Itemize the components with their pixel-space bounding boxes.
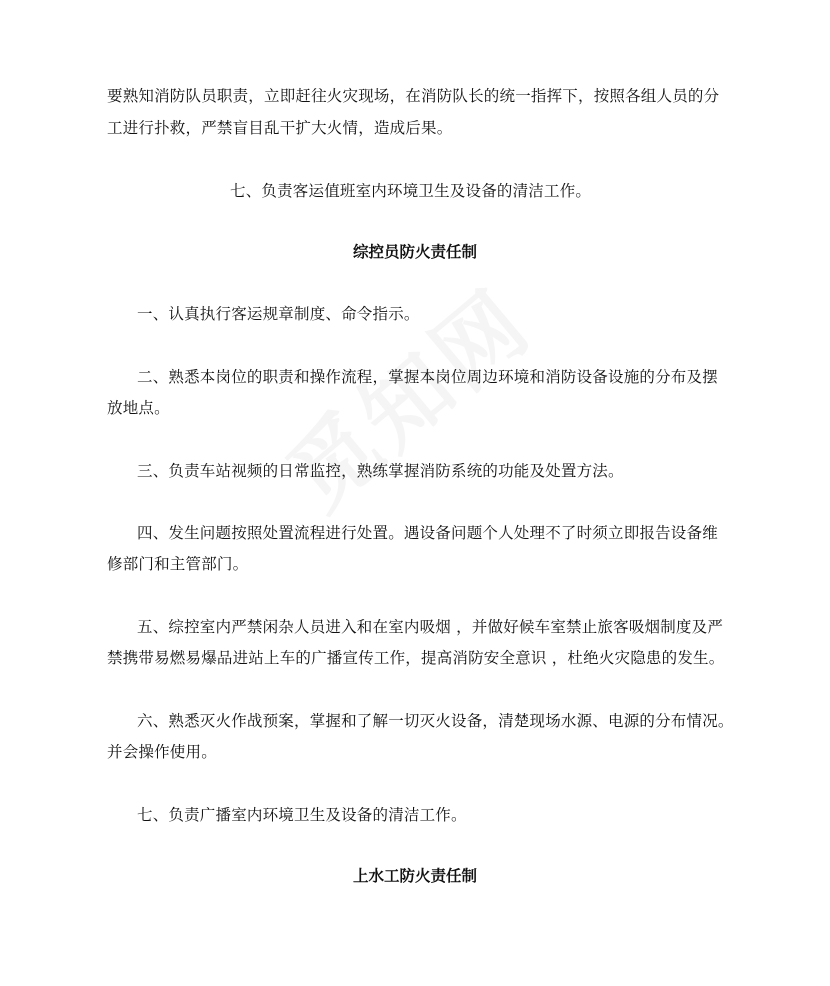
list-item: 一、认真执行客运规章制度、命令指示。 <box>137 305 420 323</box>
list-item: 四、发生问题按照处置流程进行处置。遇设备问题个人处理不了时须立即报告设备维 <box>137 524 718 542</box>
list-item: 五、综控室内严禁闲杂人员进入和在室内吸烟 ，并做好候车室禁止旅客吸烟制度及严 <box>137 618 724 636</box>
section-title: 上水工防火责任制 <box>352 867 477 885</box>
list-item-continuation: 禁携带易燃易爆品进站上车的广播宣传工作，提高消防安全意识 ，杜绝火灾隐患的发生。 <box>107 649 725 667</box>
watermark <box>242 244 577 557</box>
paragraph-line: 要熟知消防队员职责，立即赶往火灾现场，在消防队长的统一指挥下，按照各组人员的分 <box>107 87 720 105</box>
list-item-continuation: 放地点。 <box>107 399 170 417</box>
list-item-continuation: 修部门和主管部门。 <box>107 555 249 573</box>
list-item: 三、负责车站视频的日常监控，熟练掌握消防系统的功能及处置方法。 <box>137 462 624 480</box>
paragraph-line: 工进行扑救，严禁盲目乱干扩大火情，造成后果。 <box>107 119 453 137</box>
list-item-continuation: 并会操作使用。 <box>107 743 217 761</box>
list-item: 二、熟悉本岗位的职责和操作流程，掌握本岗位周边环境和消防设备设施的分布及摆 <box>137 368 718 386</box>
list-item: 六、熟悉灭火作战预案，掌握和了解一切灭火设备，清楚现场水源、电源的分布情况。 <box>137 712 734 730</box>
section-title: 综控员防火责任制 <box>352 243 477 261</box>
list-item: 七、负责广播室内环境卫生及设备的清洁工作。 <box>137 806 467 824</box>
list-item: 七、负责客运值班室内环境卫生及设备的清洁工作。 <box>230 182 592 200</box>
